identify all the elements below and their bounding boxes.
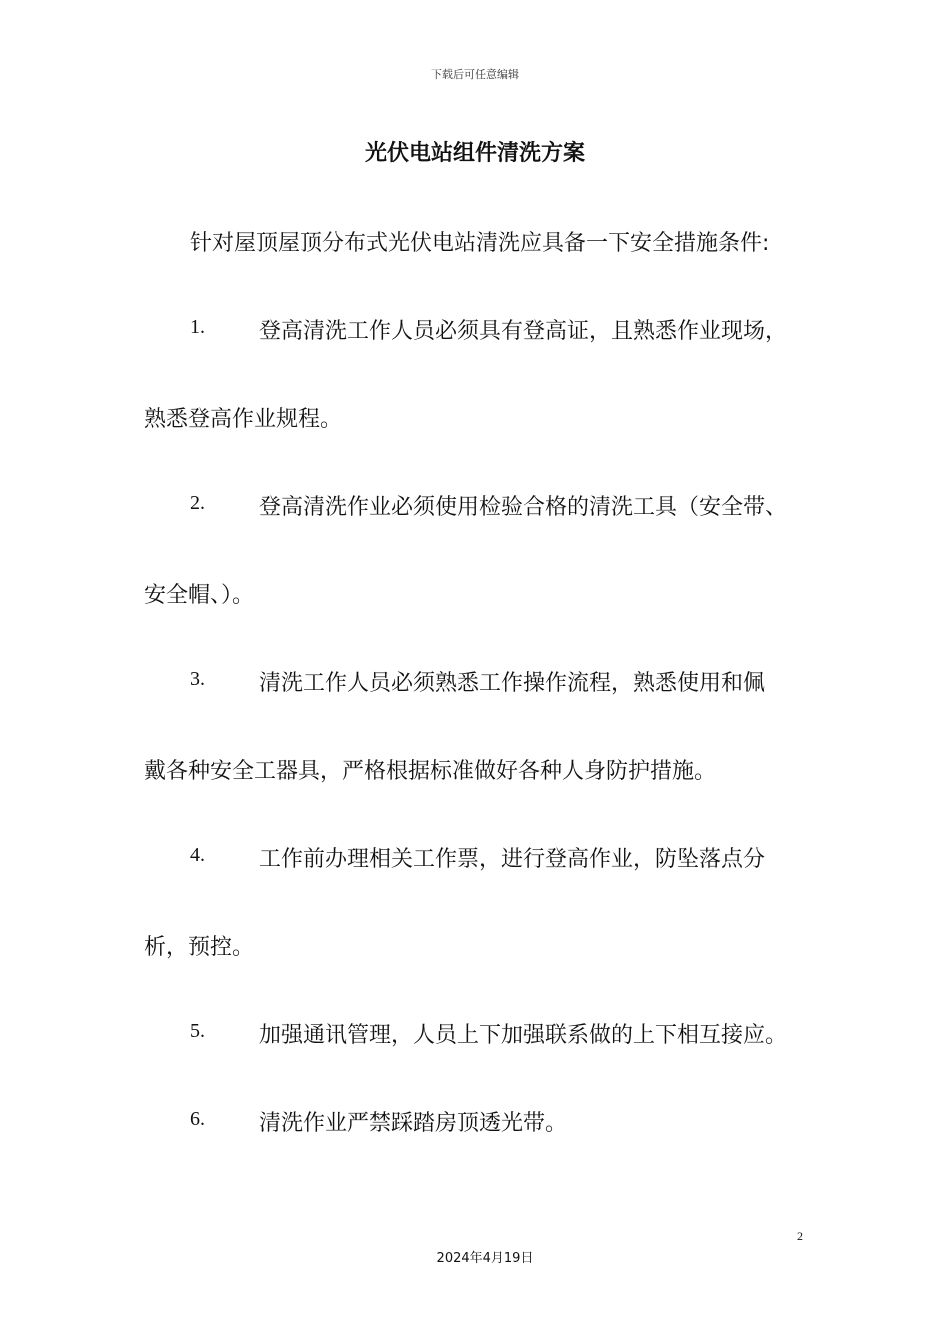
list-item-number: 1.	[190, 316, 205, 338]
page-number: 2	[797, 1229, 803, 1243]
list-item-continuation: 熟悉登高作业规程。	[144, 407, 343, 432]
list-item-text: 工作前办理相关工作票，进行登高作业，防坠落点分	[259, 847, 766, 872]
list-item-text: 清洗工作人员必须熟悉工作操作流程，熟悉使用和佩	[259, 671, 766, 696]
list-item-number: 6.	[190, 1108, 205, 1130]
list-item-continuation: 戴各种安全工器具，严格根据标准做好各种人身防护措施。	[144, 759, 717, 784]
document-title: 光伏电站组件清洗方案	[364, 141, 585, 166]
list-item-continuation: 安全帽、）。	[144, 583, 255, 608]
list-item-text: 加强通讯管理，人员上下加强联系做的上下相互接应。	[259, 1023, 788, 1048]
list-item-text: 清洗作业严禁踩踏房顶透光带。	[259, 1111, 568, 1136]
header-note: 下载后可任意编辑	[431, 68, 519, 81]
list-item-text: 登高清洗作业必须使用检验合格的清洗工具（安全带、	[259, 495, 788, 520]
list-item-number: 3.	[190, 668, 205, 690]
intro-paragraph: 针对屋顶屋顶分布式光伏电站清洗应具备一下安全措施条件:	[190, 231, 770, 256]
list-item-number: 4.	[190, 844, 205, 866]
list-item-number: 5.	[190, 1020, 205, 1042]
list-item-number: 2.	[190, 492, 205, 514]
list-item-continuation: 析，预控。	[144, 935, 255, 960]
list-item-text: 登高清洗工作人员必须具有登高证，且熟悉作业现场，	[259, 319, 788, 344]
footer-date: 2024年4月19日	[436, 1251, 534, 1266]
